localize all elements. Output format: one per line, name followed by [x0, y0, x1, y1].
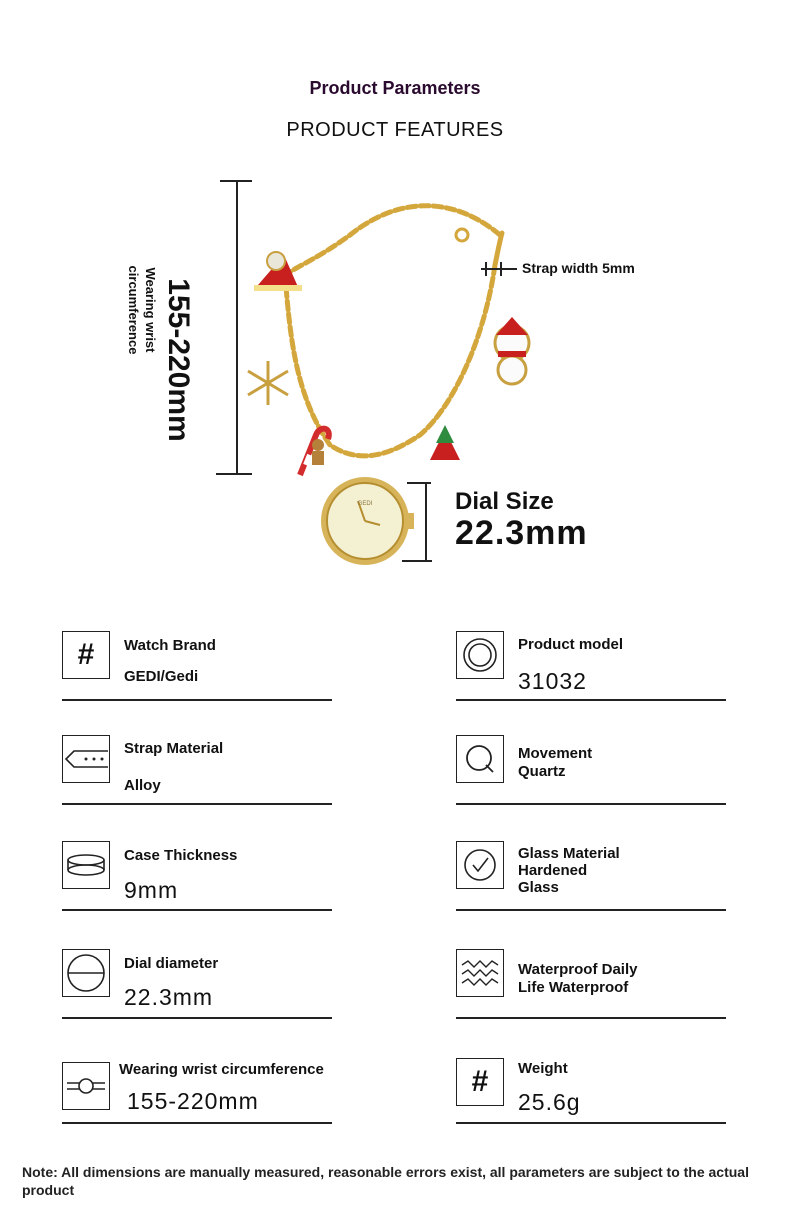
divider [456, 1017, 726, 1019]
page-title: Product Parameters [309, 78, 481, 98]
dial-size-bar-bottom-cap [402, 560, 432, 562]
tree-charm [430, 425, 460, 460]
divider [62, 1122, 332, 1124]
spec-glass-material [456, 841, 726, 911]
spec-value: 155-220mm [127, 1088, 259, 1114]
watch-face [321, 477, 414, 565]
spec-label: Watch Brand [124, 637, 216, 654]
spec-label: Glass Material [518, 845, 620, 862]
wrist-icon [62, 1062, 110, 1110]
quartz-icon [456, 735, 504, 783]
hash-icon: # [62, 631, 110, 679]
spec-value: Alloy [124, 777, 161, 794]
divider [456, 699, 726, 701]
spec-value: 31032 [518, 668, 587, 694]
waves-icon [456, 949, 504, 997]
spec-wrist-circumference [62, 1054, 332, 1124]
spec-value: Quartz [518, 763, 566, 780]
divider [62, 803, 332, 805]
spec-watch-brand [62, 631, 332, 701]
dial-size-bar [425, 482, 427, 562]
spec-value: 25.6g [518, 1089, 581, 1115]
spec-label: Product model [518, 636, 624, 653]
dial-size-value: 22.3mm [455, 514, 588, 552]
page-subtitle: PRODUCT FEATURES [286, 119, 504, 141]
glass-check-icon [456, 841, 504, 889]
divider [456, 1122, 726, 1124]
spec-case-thickness [62, 841, 332, 911]
strap-icon [62, 735, 110, 783]
hash-icon: # [456, 1058, 504, 1106]
strap-width-label: Strap width 5mm [522, 260, 635, 276]
spec-value: 9mm [124, 877, 179, 903]
spec-product-model [456, 631, 726, 701]
divider [62, 1017, 332, 1019]
spec-label: Strap Material [124, 740, 224, 757]
circumference-bar [236, 180, 238, 474]
snowman-charm [495, 317, 529, 384]
concentric-circle-icon [456, 631, 504, 679]
spec-strap-material [62, 735, 332, 805]
spec-weight [456, 1054, 726, 1124]
spec-label: Weight [518, 1060, 568, 1077]
dial-size-label: Dial Size [455, 488, 554, 515]
strap-width-marker-line [481, 268, 517, 270]
divider [456, 909, 726, 911]
divider [62, 699, 332, 701]
spec-value: GEDI/Gedi [124, 668, 199, 685]
spec-label: Movement [518, 745, 593, 762]
case-thickness-icon [62, 841, 110, 889]
spec-waterproof [456, 949, 726, 1019]
divider [62, 909, 332, 911]
spec-label: Case Thickness [124, 847, 238, 864]
spec-value: Hardened Glass [518, 862, 588, 896]
divider [456, 803, 726, 805]
spec-movement [456, 735, 726, 805]
spec-label: Dial diameter [124, 955, 219, 972]
spec-label: Wearing wrist circumference [119, 1061, 324, 1078]
disclaimer-note: Note: All dimensions are manually measured, reasonable errors exist, all parameters are subject to the actual product [22, 1164, 749, 1198]
spec-value: 22.3mm [124, 984, 214, 1010]
spec-label: Waterproof Daily Life Waterproof [518, 961, 638, 996]
gingerbread-charm [312, 439, 324, 465]
spec-dial-diameter [62, 949, 332, 1019]
circumference-value: 155-220mm [162, 278, 195, 442]
circumference-label: Wearing wrist circumference [126, 265, 158, 355]
snowflake-charm [248, 361, 288, 405]
svg-text:GEDI: GEDI [357, 501, 373, 507]
dial-diameter-icon [62, 949, 110, 997]
dial-size-bar-top-cap [407, 482, 431, 484]
